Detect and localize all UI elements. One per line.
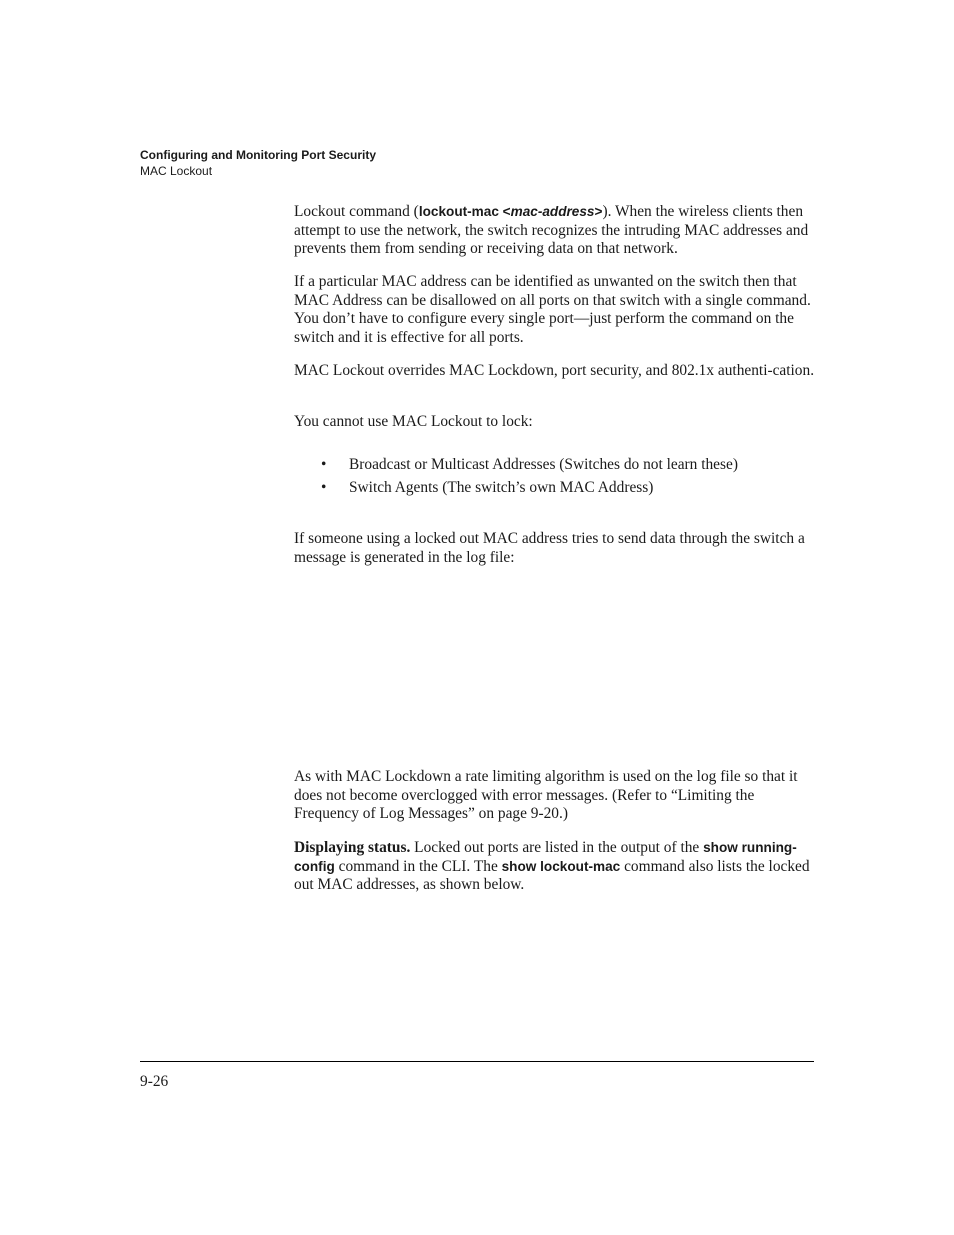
list-item — [321, 456, 738, 479]
p5-text: If someone using a locked out MAC address tries to send data through the switch a message is generated in the log file: — [294, 530, 805, 566]
chapter-title: Configuring and Monitoring Port Security — [140, 148, 376, 162]
show-running-config-command: show running-config — [294, 840, 797, 874]
paragraph-log-message — [294, 530, 818, 567]
paragraph-displaying-status — [294, 839, 818, 895]
p4-text: You cannot use MAC Lockout to lock: — [294, 413, 533, 430]
paragraph-unwanted-mac — [294, 273, 818, 348]
bullet-text: Broadcast or Multicast Addresses (Switches do not learn these) — [349, 456, 738, 473]
p2-text: If a particular MAC address can be identified as unwanted on the switch then that MAC Address can be disallowed on all ports on that switch with a single command. You don’t have to configure every single port—just perform the command on the switch and it is effective for all ports. — [294, 273, 811, 347]
lockout-mac-command: lockout-mac < — [418, 204, 511, 219]
p7-t3: command also lists the locked out MAC addresses, as shown below. — [294, 857, 810, 894]
list-item — [321, 479, 738, 502]
section-title: MAC Lockout — [140, 164, 213, 178]
p7-t1: Locked out ports are listed in the output of the — [410, 839, 704, 856]
bullet-icon: • — [321, 456, 327, 473]
bullet-text: Switch Agents (The switch’s own MAC Address) — [349, 479, 654, 496]
mac-address-argument: mac-address — [510, 204, 595, 219]
bullet-icon: • — [321, 479, 327, 496]
paragraph-rate-limiting — [294, 768, 818, 824]
running-header — [140, 147, 376, 179]
lockout-mac-command-end: > — [594, 204, 603, 219]
run-in-heading: Displaying status. — [294, 839, 411, 856]
p1-pre: Lockout command ( — [294, 203, 419, 220]
paragraph-cannot-lock — [294, 413, 818, 432]
p6-text: As with MAC Lockdown a rate limiting algorithm is used on the log file so that it does not become overclogged with error messages. (Refer to “Limiting the Frequency of Log Messages” on page 9-20.) — [294, 768, 798, 823]
show-lockout-mac-command: show lockout-mac — [501, 858, 621, 874]
paragraph-lockout-command — [294, 203, 818, 259]
p1-post: ). When the wireless clients then attempt to use the network, the switch recognizes the intruding MAC addresses and prevents them from sending or receiving data on that network. — [294, 203, 809, 258]
paragraph-overrides — [294, 362, 818, 381]
page-number: 9-26 — [140, 1073, 169, 1090]
p7-t2: command in the CLI. The — [334, 857, 502, 875]
p3-text: MAC Lockout overrides MAC Lockdown, port security, and 802.1x authenti-cation. — [294, 362, 815, 379]
bullet-list — [321, 456, 738, 502]
footer-divider — [140, 1061, 814, 1062]
